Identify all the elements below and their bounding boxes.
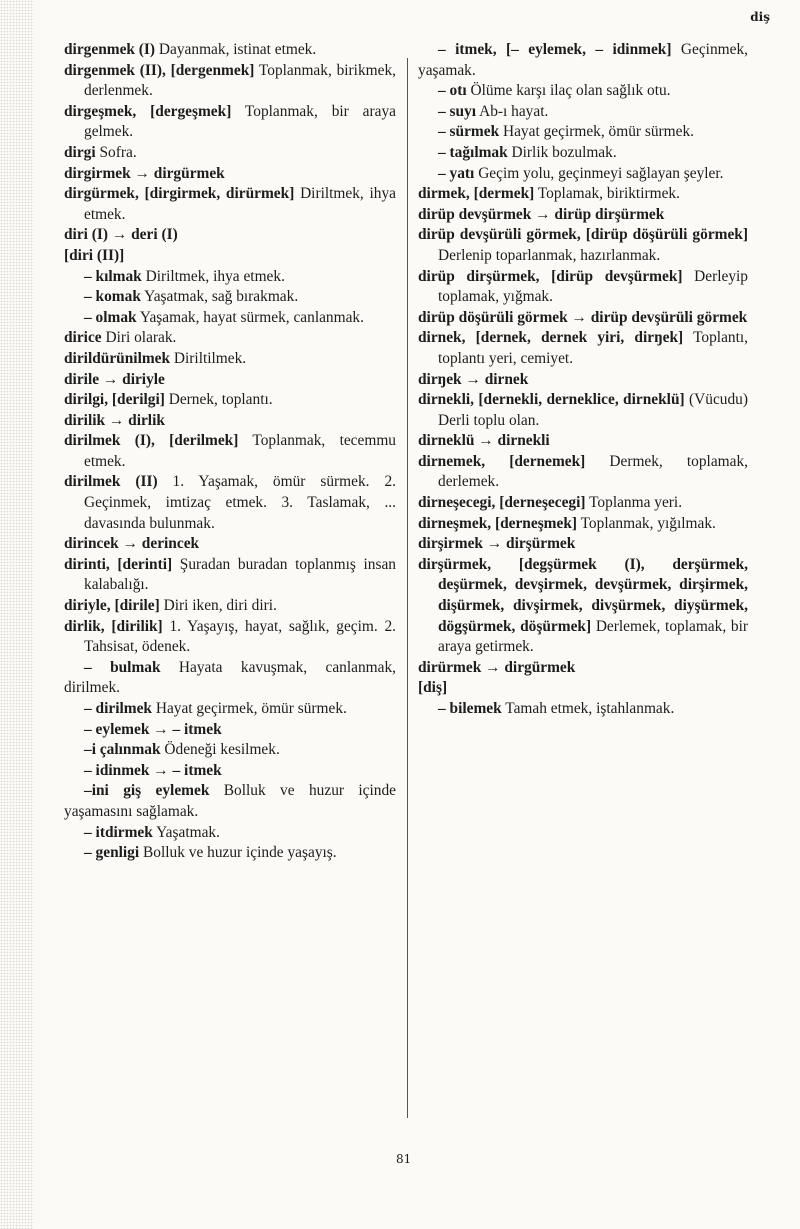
entry-headword: dirüp devşürmek → dirüp dirşürmek — [418, 205, 665, 223]
dictionary-entry — [418, 431, 748, 452]
entry-definition: Diri olarak. — [101, 329, 177, 347]
dictionary-subentry — [64, 287, 396, 308]
dictionary-entry — [418, 493, 748, 514]
right-column — [418, 40, 748, 720]
entry-headword: dirilmek (I), [derilmek] — [64, 432, 239, 450]
dictionary-subentry — [418, 699, 748, 720]
dictionary-entry — [64, 143, 396, 164]
dictionary-entry — [64, 555, 396, 596]
entry-definition: Toplanmak, bir araya gelmek. — [84, 102, 396, 141]
dictionary-entry — [418, 678, 748, 699]
entry-headword: diriyle, [dirile] — [64, 597, 160, 615]
entry-definition: Dernek, toplantı. — [164, 391, 273, 409]
dictionary-entry — [418, 658, 748, 679]
entry-definition: 1. Yaşayış, hayat, sağlık, geçim. 2. Tahsisat, ödenek. — [84, 617, 396, 656]
entry-definition: Toplamak, biriktirmek. — [534, 185, 680, 203]
entry-headword: dirilgi, [derilgi] — [64, 391, 165, 409]
entry-headword: [diri (II)] — [64, 246, 125, 264]
dictionary-subentry — [64, 720, 396, 741]
dictionary-subentry — [418, 164, 748, 185]
entry-headword: – suyı — [438, 102, 477, 120]
entry-headword: diri (I) → deri (I) — [64, 226, 178, 244]
entry-definition: Yaşamak, hayat sürmek, canlanmak. — [136, 308, 364, 326]
entry-definition: Bolluk ve huzur içinde yaşamasını sağlamak. — [64, 782, 397, 820]
dictionary-subentry — [418, 81, 748, 102]
entry-definition: Sofra. — [95, 143, 137, 161]
entry-headword: dirile → diriyle — [64, 370, 165, 388]
entry-headword: dirilik → dirlik — [64, 411, 165, 429]
entry-headword: dirgeşmek, [dergeşmek] — [64, 102, 232, 120]
entry-definition: Geçim yolu, geçinmeyi sağlayan şeyler. — [474, 164, 724, 182]
dictionary-subentry — [64, 740, 396, 761]
entry-definition: Geçinmek, yaşamak. — [418, 41, 748, 79]
dictionary-entry — [64, 40, 396, 61]
entry-definition: Hayat geçirmek, ömür sürmek. — [499, 123, 695, 141]
page-number: 81 — [396, 1152, 412, 1166]
entry-headword: – yatı — [438, 164, 475, 182]
entry-definition: Ab-ı hayat. — [476, 102, 549, 120]
dictionary-subentry — [418, 40, 748, 81]
dictionary-entry — [418, 184, 748, 205]
dictionary-entry — [418, 308, 748, 329]
entry-headword: dirgenmek (I) — [64, 41, 156, 58]
entry-definition: Ödeneği kesilmek. — [160, 741, 280, 759]
dictionary-entry — [418, 267, 748, 308]
left-column — [64, 40, 396, 864]
entry-headword: dirgirmek → dirgürmek — [64, 164, 225, 182]
dictionary-entry — [418, 534, 748, 555]
entry-headword: – kılmak — [84, 267, 142, 285]
entry-definition: Toplantı, toplantı yeri, cemiyet. — [438, 329, 748, 367]
dictionary-subentry — [418, 102, 748, 123]
entry-definition: Ölüme karşı ilaç olan sağlık otu. — [466, 82, 671, 100]
entry-definition: Toplanma yeri. — [585, 494, 683, 512]
entry-definition: Toplanmak, yığılmak. — [577, 514, 716, 532]
dictionary-entry — [418, 514, 748, 535]
dictionary-entry — [64, 534, 396, 555]
entry-headword: – otı — [438, 82, 467, 100]
entry-definition: Yaşatmak. — [152, 823, 220, 841]
dictionary-entry — [64, 472, 396, 534]
dictionary-entry — [64, 328, 396, 349]
entry-headword: –i çalınmak — [84, 741, 161, 759]
entry-headword: – genligi — [84, 844, 140, 862]
dictionary-entry — [64, 225, 396, 246]
entry-headword: dirinti, [derinti] — [64, 555, 173, 573]
dictionary-entry — [64, 349, 396, 370]
dictionary-entry — [64, 411, 396, 432]
entry-definition: Derleyip toplamak, yığmak. — [438, 267, 748, 306]
entry-headword: – olmak — [84, 308, 137, 326]
entry-headword: dirşürmek, [degşürmek (I), derşürmek, deşürmek, devşirmek, devşürmek, dirşirmek, dişürmek, divşirmek, divşürmek, diyşürmek, dögşürmek, döşürmek] — [418, 555, 748, 635]
entry-headword: dirüp devşürüli görmek, [dirüp döşürüli görmek] — [418, 226, 748, 244]
entry-headword: dirgürmek, [dirgirmek, dirürmek] — [64, 185, 295, 203]
dictionary-subentry — [418, 143, 748, 164]
entry-headword: dirildürünilmek — [64, 349, 171, 367]
entry-definition: Bolluk ve huzur içinde yaşayış. — [139, 844, 337, 862]
dictionary-entry — [64, 164, 396, 185]
entry-headword: – itmek, [– eylemek, – idinmek] — [438, 41, 672, 58]
dictionary-subentry — [64, 658, 396, 699]
entry-definition: 1. Yaşamak, ömür sürmek. 2. Geçinmek, imtizaç etmek. 3. Taslamak, ... davasında bulunmak. — [84, 473, 396, 532]
entry-headword: – bulmak — [84, 658, 161, 676]
entry-headword: dirüp dirşürmek, [dirüp devşürmek] — [418, 267, 683, 285]
entry-headword: dirneşmek, [derneşmek] — [418, 514, 578, 532]
entry-headword: – bilemek — [438, 700, 502, 717]
entry-definition: Derlemek, toplamak, bir araya getirmek. — [438, 617, 748, 656]
dictionary-entry — [64, 617, 396, 658]
entry-headword: dirŋek → dirnek — [418, 370, 529, 388]
entry-headword: – idinmek → – itmek — [84, 761, 222, 779]
entry-definition: Diriltilmek. — [170, 349, 247, 367]
entry-definition: Hayata kavuşmak, canlanmak, dirilmek. — [64, 658, 396, 697]
entry-headword: dirgi — [64, 143, 96, 161]
dictionary-entry — [418, 390, 748, 431]
entry-headword: – sürmek — [438, 123, 500, 141]
dictionary-entry — [418, 225, 748, 266]
dictionary-entry — [64, 61, 396, 102]
entry-definition: Hayat geçirmek, ömür sürmek. — [151, 700, 347, 717]
entry-headword: dirneşecegi, [derneşecegi] — [418, 494, 586, 512]
entry-definition: Toplanmak, birikmek, derlenmek. — [84, 61, 396, 100]
dictionary-entry — [64, 390, 396, 411]
dictionary-subentry — [64, 823, 396, 844]
entry-definition: Şuradan buradan toplanmış insan kalabalığı. — [84, 555, 397, 594]
dictionary-entry — [418, 555, 748, 658]
entry-definition: Tamah etmek, iştahlanmak. — [501, 700, 675, 717]
entry-headword: –ini giş eylemek — [84, 782, 210, 800]
entry-headword: dirice — [64, 329, 102, 347]
column-divider — [407, 58, 408, 1118]
entry-headword: dirnek, [dernek, dernek yiri, dirŋek] — [418, 329, 684, 347]
entry-headword: dirilmek (II) — [64, 473, 158, 491]
entry-definition: Toplanmak, tecemmu etmek. — [84, 432, 396, 470]
entry-headword: dirgenmek (II), [dergenmek] — [64, 61, 255, 79]
dictionary-entry — [64, 184, 396, 225]
entry-headword: dirüp döşürüli görmek → dirüp devşürüli görmek — [418, 308, 748, 326]
dictionary-entry — [64, 102, 396, 143]
entry-headword: – eylemek → – itmek — [84, 720, 222, 738]
entry-definition: Dayanmak, istinat etmek. — [155, 41, 317, 58]
entry-headword: dirnekli, [dernekli, derneklice, dirneklü] — [418, 391, 685, 409]
dictionary-entry — [64, 431, 396, 472]
scan-edge-texture — [0, 0, 34, 1229]
entry-headword: – tağılmak — [438, 143, 508, 161]
entry-headword: dirşirmek → dirşürmek — [418, 535, 576, 553]
entry-definition: Yaşatmak, sağ bırakmak. — [140, 288, 299, 306]
entry-headword: dirlik, [dirilik] — [64, 617, 163, 635]
entry-headword: [diş] — [418, 679, 448, 697]
entry-headword: – itdirmek — [84, 823, 153, 841]
dictionary-entry — [418, 370, 748, 391]
dictionary-subentry — [64, 781, 396, 822]
entry-headword: – dirilmek — [84, 700, 152, 717]
entry-definition: (Vücudu) Derli toplu olan. — [438, 391, 748, 429]
entry-headword: dirnemek, [dernemek] — [418, 452, 586, 470]
dictionary-subentry — [64, 699, 396, 720]
entry-definition: Diriltmek, ihya etmek. — [141, 267, 285, 285]
guide-word: diş — [750, 10, 770, 24]
dictionary-entry — [418, 205, 748, 226]
entry-definition: Diri iken, diri diri. — [159, 597, 277, 615]
dictionary-subentry — [64, 308, 396, 329]
dictionary-subentry — [64, 761, 396, 782]
dictionary-entry — [418, 452, 748, 493]
entry-headword: dirneklü → dirnekli — [418, 432, 550, 450]
entry-definition: Diriltmek, ihya etmek. — [84, 185, 396, 223]
dictionary-entry — [64, 596, 396, 617]
dictionary-entry — [418, 328, 748, 369]
entry-headword: dirincek → derincek — [64, 535, 200, 553]
entry-headword: dirmek, [dermek] — [418, 185, 535, 203]
entry-headword: – komak — [84, 288, 141, 306]
entry-definition: Derlenip toparlanmak, hazırlanmak. — [438, 246, 661, 264]
dictionary-entry — [64, 370, 396, 391]
dictionary-subentry — [64, 267, 396, 288]
entry-definition: Dirlik bozulmak. — [507, 143, 617, 161]
dictionary-subentry — [64, 843, 396, 864]
entry-headword: dirürmek → dirgürmek — [418, 658, 576, 676]
dictionary-entry — [64, 246, 396, 267]
dictionary-subentry — [418, 122, 748, 143]
entry-definition: Dermek, toplamak, derlemek. — [438, 452, 748, 491]
